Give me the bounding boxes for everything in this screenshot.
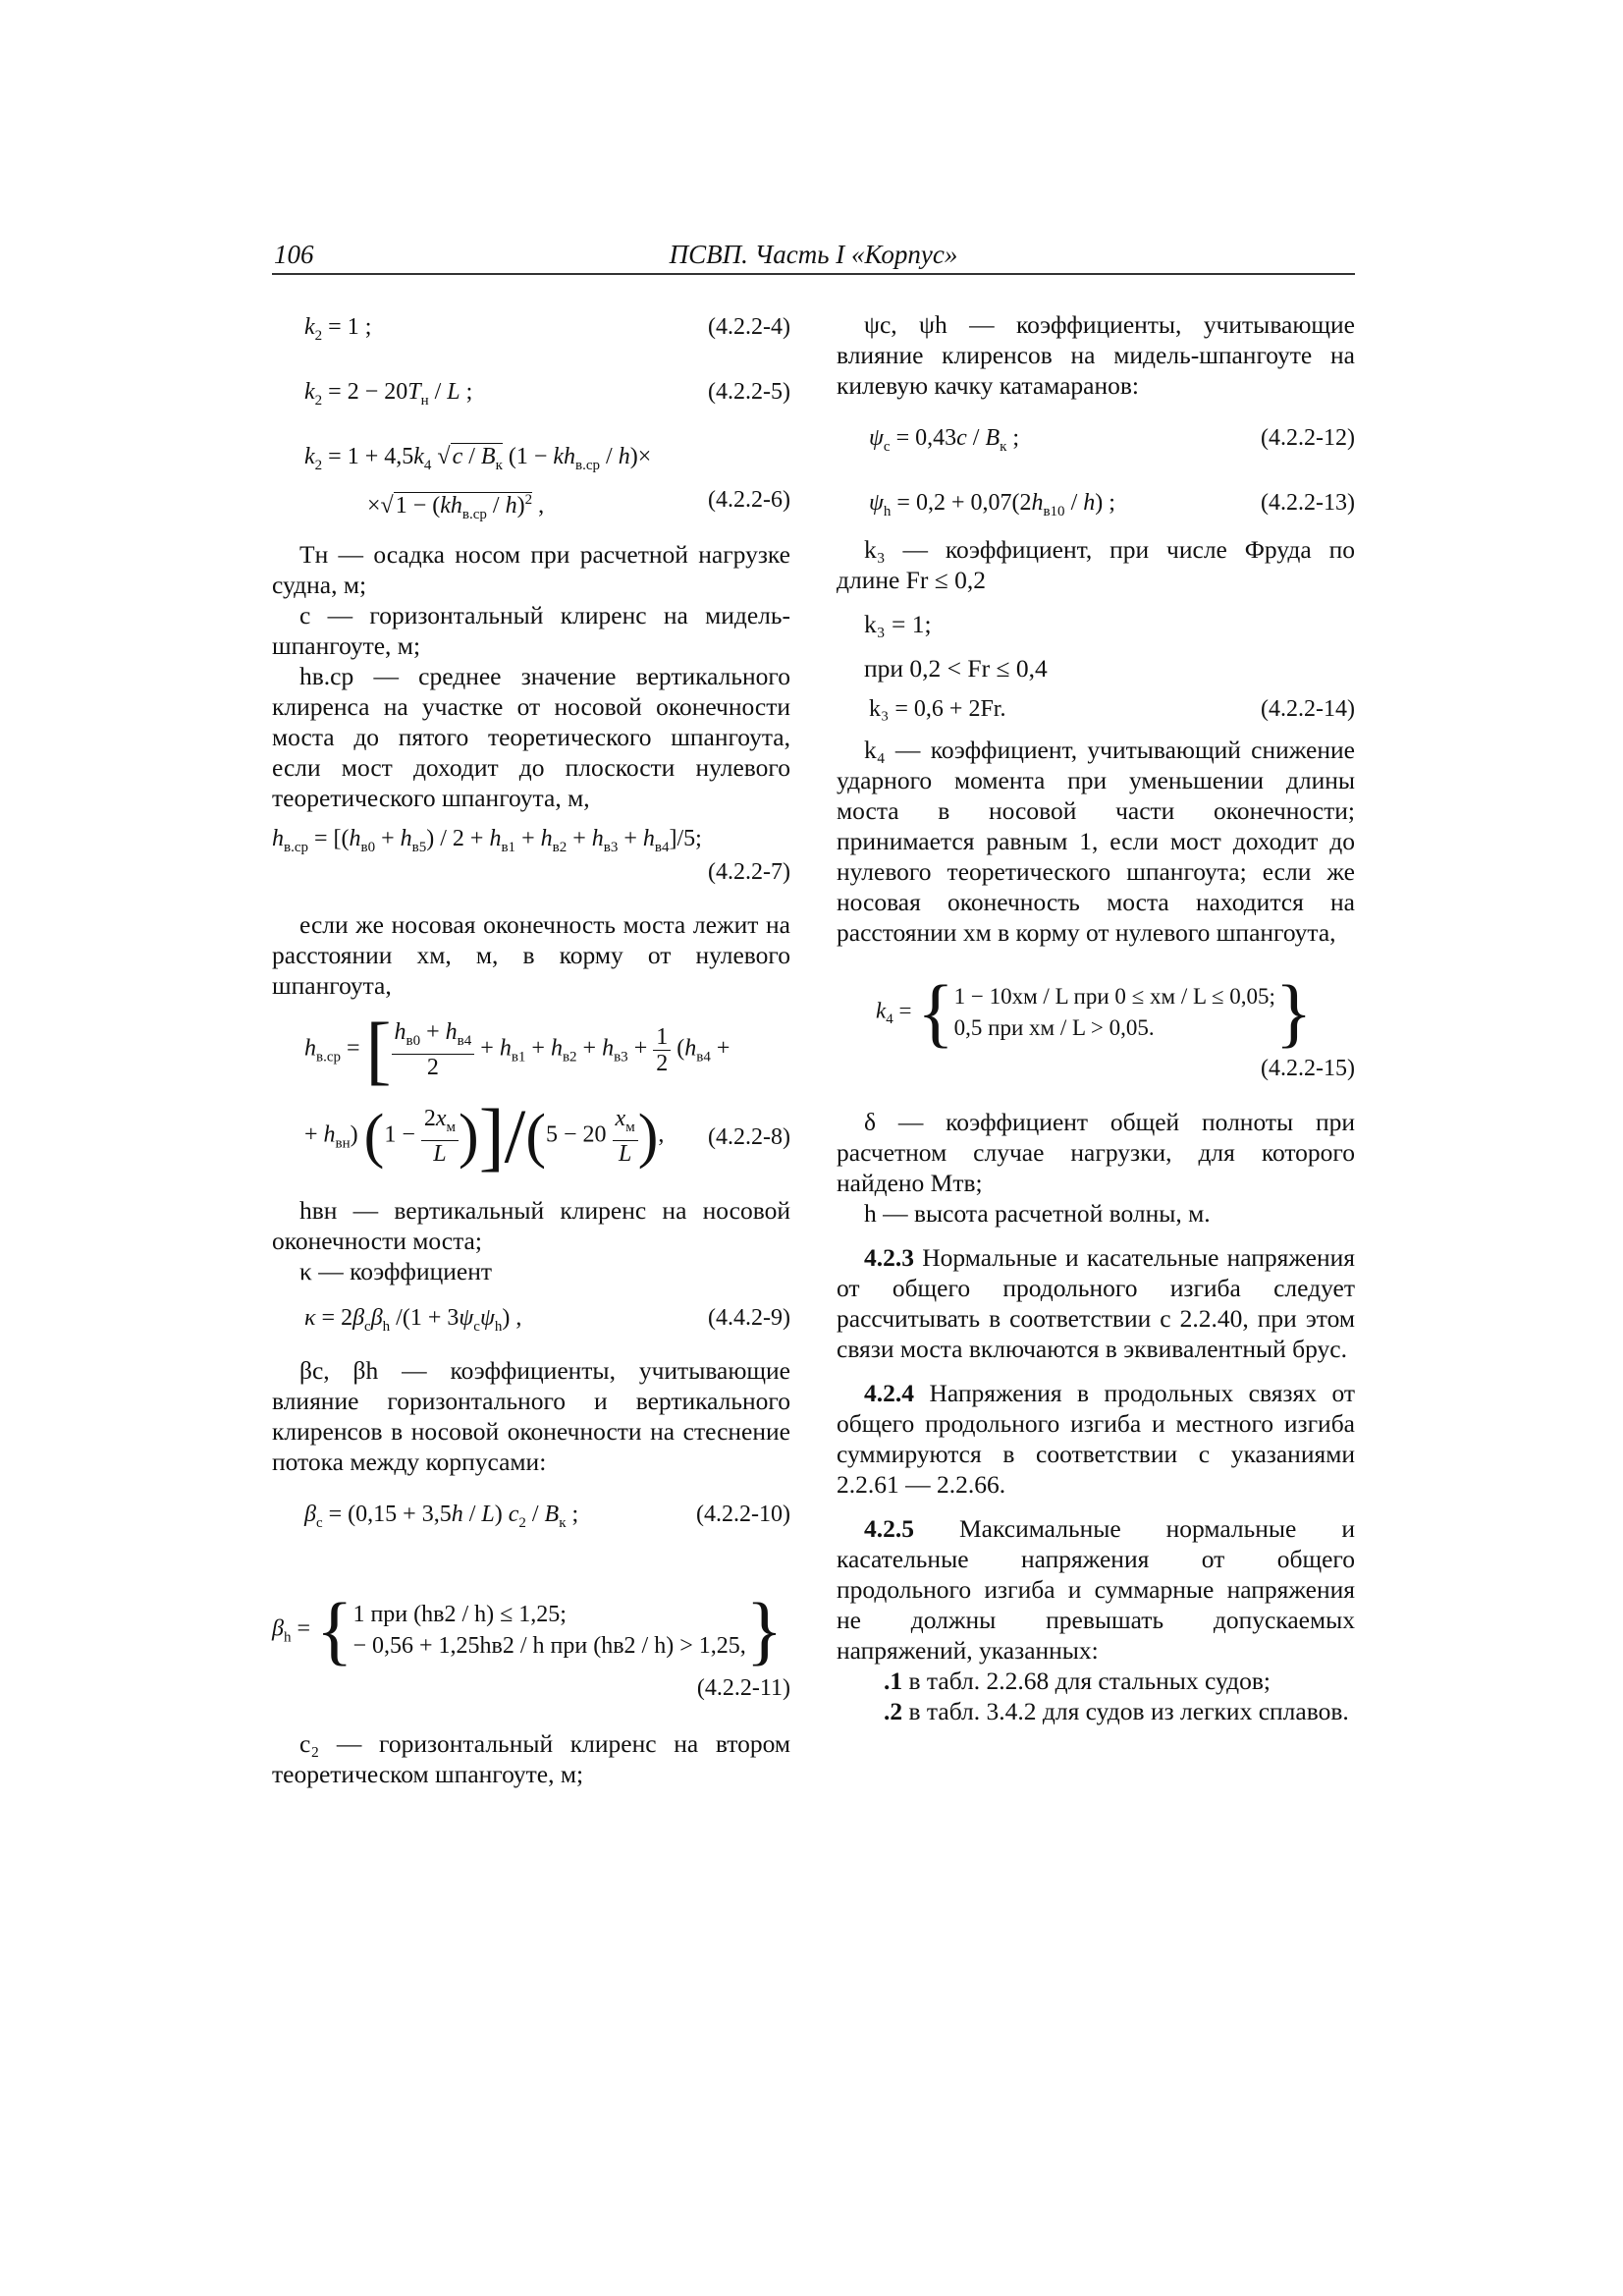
definition-kappa: κ — коэффициент xyxy=(299,1257,492,1285)
equation-4-2-2-7: $h_{в.ср} = [(h_{в0} + h_{в5}) / 2 + h_{в1} + h_{в2} + h_{в3} + h_{в4}]/5$; (4.2.2-7) xyxy=(272,821,790,890)
item-number: .1 xyxy=(884,1667,903,1695)
list-item-1 xyxy=(837,1666,1355,1696)
left-column xyxy=(272,309,790,1789)
equation-number: (4.2.2-6) xyxy=(708,487,790,513)
item-number: .2 xyxy=(884,1697,903,1725)
section-4-2-3 xyxy=(837,1242,1355,1364)
equation-4-2-2-13: $\psi_h = 0,2 + 0,07(2h_{в10} / h)$ ; (4.2.2-13) xyxy=(837,485,1355,520)
case-1: 1 при (hв2 / h) ≤ 1,25; xyxy=(352,1602,567,1627)
definition-delta: δ — коэффициент общей полноты при расчетном случае нагрузки, для которого найдено Mтв; xyxy=(837,1108,1355,1197)
definition-k4: k₄ — коэффициент, учитывающий снижение ударного момента при уменьшении длины моста в носовой части оконечности; принимается равным 1, если мост доходит до нулевого теоретического шпангоута; если же носовая оконечность моста находится на расстоянии xм в корму от нулевого шпангоута, xyxy=(837,736,1355,947)
equation-number: (4.4.2-9) xyxy=(708,1305,790,1331)
definition-c: c — горизонтальный клиренс на мидель-шпангоуте, м; xyxy=(272,601,790,660)
definition-psi: ψc, ψh — коэффициенты, учитывающие влияние клиренсов на мидель-шпангоуте на килевую качку катамаранов: xyxy=(837,310,1355,400)
right-column xyxy=(837,309,1355,1726)
equation-4-2-2-15: $k_4$ = { 1 − 10xм / L при 0 ≤ xм / L ≤ 0,05; 0,5 при xм / L > 0,05. } (4.2.2-15) xyxy=(837,977,1355,1087)
equation-4-2-2-6: $k_2 = 1 + 4,5k_4$ $√c / B_к$ $(1 - kh_{в.ср} / h)\times$ $\times√1 - (kh_{в.ср} / h)^2$ , (4.2.2-6) xyxy=(304,444,790,522)
definition-c2: c₂ — горизонтальный клиренс на втором теоретическом шпангоуте, м; xyxy=(272,1729,790,1788)
equation-number: (4.2.2-10) xyxy=(696,1502,790,1527)
case-2: 0,5 при xм / L > 0,05. xyxy=(953,1015,1155,1040)
section-4-2-5 xyxy=(837,1513,1355,1666)
equation-number: (4.2.2-12) xyxy=(1261,425,1355,451)
equation-4-4-2-9: $\kappa = 2\beta_c\beta_h$ $/(1 + 3\psi_c\psi_h)$ , (4.4.2-9) xyxy=(272,1300,790,1336)
equation-4-2-2-10: $\beta_c = (0,15 + 3,5h / L)$ $c_2 / B_к$ ; (4.2.2-10) xyxy=(272,1497,790,1532)
definition-hvn: hвн — вертикальный клиренс на носовой оконечности моста; xyxy=(272,1196,790,1255)
definition-h: h — высота расчетной волны, м. xyxy=(864,1199,1211,1228)
section-4-2-4 xyxy=(837,1378,1355,1500)
equation-number: (4.2.2-15) xyxy=(1261,1056,1355,1081)
definition-k3: k₃ — коэффициент, при числе Фруда по длине Fr ≤ 0,2 xyxy=(837,535,1355,594)
equation-number: (4.2.2-8) xyxy=(708,1124,790,1150)
section-text: Нормальные и касательные напряжения от общего продольного изгиба следует рассчитывать в соответствии с 2.2.40, при этом связи моста включаются в эквивалентный брус. xyxy=(837,1243,1356,1363)
definition-hvsr: hв.ср — среднее значение вертикального клиренса на участке от носовой оконечности моста до пятого теоретического шпангоута, если мост доходит до плоскости нулевого теоретического шпангоута, м, xyxy=(272,662,790,812)
equation-number: (4.2.2-5) xyxy=(708,379,790,405)
paragraph-if-bow: если же носовая оконечность моста лежит на расстоянии xм, м, в корму от нулевого шпангоута, xyxy=(272,910,790,1000)
equation-4-2-2-14 xyxy=(837,691,1355,727)
equation-number: (4.2.2-13) xyxy=(1261,490,1355,516)
section-number: 4.2.5 xyxy=(864,1514,914,1543)
equation-4-2-2-5: $k_2 = 2 - 20T_н / L$ ; (4.2.2-5) xyxy=(272,374,790,410)
equation-4-2-2-12: $\psi_c = 0,43c / B_к$ ; (4.2.2-12) xyxy=(837,420,1355,456)
equation-4-2-2-8: $h_{в.ср}$ = [ $\frac{h_{в0} + h_{в4}}{2}$ + $h_{в1} + h_{в2} + h_{в3}$ + $\frac{1}{2}$ ($h_{в4}$ + + $h_{вн}$) (1 − $\frac{2x_м}{L}$ )]/(5 − 20 $\frac{x_м}{L}$ ), (4.2.2-8) xyxy=(304,1007,790,1178)
section-text: Напряжения в продольных связях от общего продольного изгиба и местного изгиба суммируются в соответствии с указаниями 2.2.61 — 2.2.66. xyxy=(837,1379,1355,1499)
equation-number: (4.2.2-7) xyxy=(708,859,790,885)
page-number: 106 xyxy=(274,240,314,269)
case-2: − 0,56 + 1,25hв2 / h при (hв2 / h) > 1,25, xyxy=(352,1633,746,1659)
equation-formula: k₃ = 0,6 + 2Fr. xyxy=(869,696,1006,722)
equation-number: (4.2.2-14) xyxy=(1261,696,1355,722)
definition-beta: βc, βh — коэффициенты, учитывающие влияние горизонтального и вертикального клиренсов в носовой оконечности на стеснение потока между корпусами: xyxy=(272,1356,790,1476)
k3-equals-one: k₃ = 1; xyxy=(864,610,932,638)
equation-4-2-2-4: $k_2 = 1$ ; (4.2.2-4) xyxy=(272,309,790,345)
section-number: 4.2.3 xyxy=(864,1243,914,1272)
running-title: ПСВП. Часть I «Корпус» xyxy=(669,240,958,269)
item-text: в табл. 2.2.68 для стальных судов; xyxy=(908,1667,1271,1695)
definition-Tn: Tн — осадка носом при расчетной нагрузке судна, м; xyxy=(272,540,790,599)
k3-condition: при 0,2 < Fr ≤ 0,4 xyxy=(864,654,1048,683)
equation-number: (4.2.2-4) xyxy=(708,314,790,340)
list-item-2 xyxy=(837,1696,1355,1726)
section-text: Максимальные нормальные и касательные напряжения от общего продольного изгиба и суммарные напряжения не должны превышать допускаемых напряжений, указанных: xyxy=(837,1514,1356,1665)
equation-number: (4.2.2-11) xyxy=(696,1675,790,1701)
section-number: 4.2.4 xyxy=(864,1379,914,1407)
equation-4-2-2-11: $\beta_h$ = { 1 при (hв2 / h) ≤ 1,25; − 0,56 + 1,25hв2 / h при (hв2 / h) > 1,25, } (4.2.2-11) xyxy=(272,1591,790,1709)
case-1: 1 − 10xм / L при 0 ≤ xм / L ≤ 0,05; xyxy=(953,984,1275,1009)
page-header xyxy=(272,236,1355,275)
item-text: в табл. 3.4.2 для судов из легких сплавов. xyxy=(908,1697,1349,1725)
